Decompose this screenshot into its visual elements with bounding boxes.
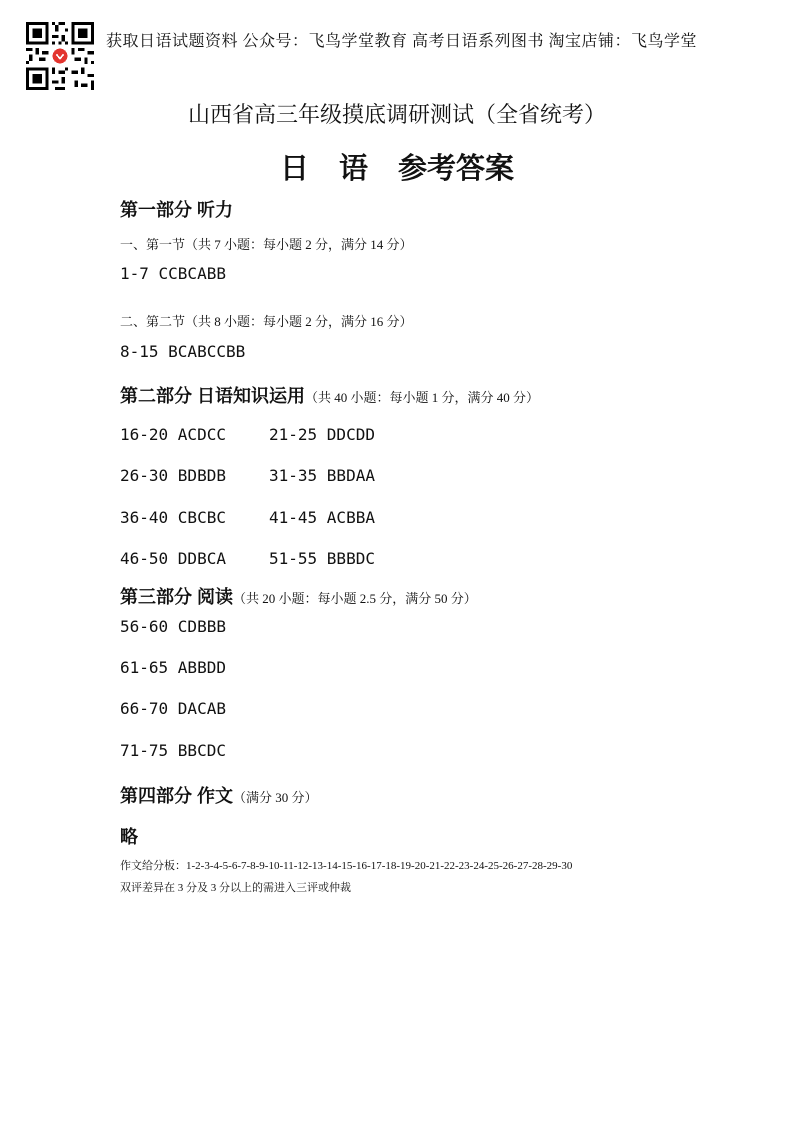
part3-heading-note: （共 20 小题：每小题 2.5 分，满分 50 分）: [233, 591, 477, 606]
qr-code-icon: [26, 22, 94, 90]
part1-section1-answers: 1-7 CCBCABB: [120, 264, 226, 283]
part1-heading: 第一部分 听力: [120, 200, 234, 220]
answer-row: 26-30 BDBDB: [120, 466, 226, 485]
part3-heading: [120, 583, 477, 609]
answer-row: 31-35 BBDAA: [269, 466, 375, 485]
part2-heading-text: 第二部分 日语知识运用: [120, 386, 305, 406]
answer-row: 16-20 ACDCC: [120, 425, 226, 444]
part3-heading-text: 第三部分 阅读: [120, 587, 234, 607]
answer-row: 36-40 CBCBC: [120, 508, 226, 527]
answer-row: 21-25 DDCDD: [269, 425, 375, 444]
answer-row: 56-60 CDBBB: [120, 617, 226, 636]
title-part-3: 参考答案: [398, 153, 515, 185]
answer-row: 41-45 ACBBA: [269, 508, 375, 527]
part4-heading-text: 第四部分 作文: [120, 786, 234, 806]
scoring-note: 作文给分板：1-2-3-4-5-6-7-8-9-10-11-12-13-14-15-16-17-18-19-20-21-22-23-24-25-26-27-28-29-30: [120, 860, 573, 872]
part4-answer: 略: [120, 827, 138, 847]
part4-heading: [120, 782, 318, 808]
page-title: [0, 146, 794, 187]
answer-row: 61-65 ABBDD: [120, 658, 226, 677]
title-part-1: 日: [279, 153, 309, 185]
answer-row: 66-70 DACAB: [120, 699, 226, 718]
part2-heading: [120, 382, 539, 408]
scoring-note: 双评差异在 3 分及 3 分以上的需进入三评或仲裁: [120, 882, 351, 894]
header-promo-text: 获取日语试题资料 公众号：飞鸟学堂教育 高考日语系列图书 淘宝店铺：飞鸟学堂: [106, 33, 698, 50]
answer-row: 71-75 BBCDC: [120, 741, 226, 760]
part2-heading-note: （共 40 小题：每小题 1 分，满分 40 分）: [305, 390, 540, 405]
answer-row: 51-55 BBBDC: [269, 549, 375, 568]
part4-heading-note: （满分 30 分）: [233, 790, 318, 805]
answer-row: 46-50 DDBCA: [120, 549, 226, 568]
part1-section1-label: 一、第一节（共 7 小题：每小题 2 分，满分 14 分）: [120, 237, 413, 252]
part1-section2-label: 二、第二节（共 8 小题：每小题 2 分，满分 16 分）: [120, 314, 413, 329]
title-part-2: 语: [338, 153, 368, 185]
document-subtitle: 山西省高三年级摸底调研测试（全省统考）: [187, 102, 606, 127]
part1-section2-answers: 8-15 BCABCCBB: [120, 342, 246, 361]
